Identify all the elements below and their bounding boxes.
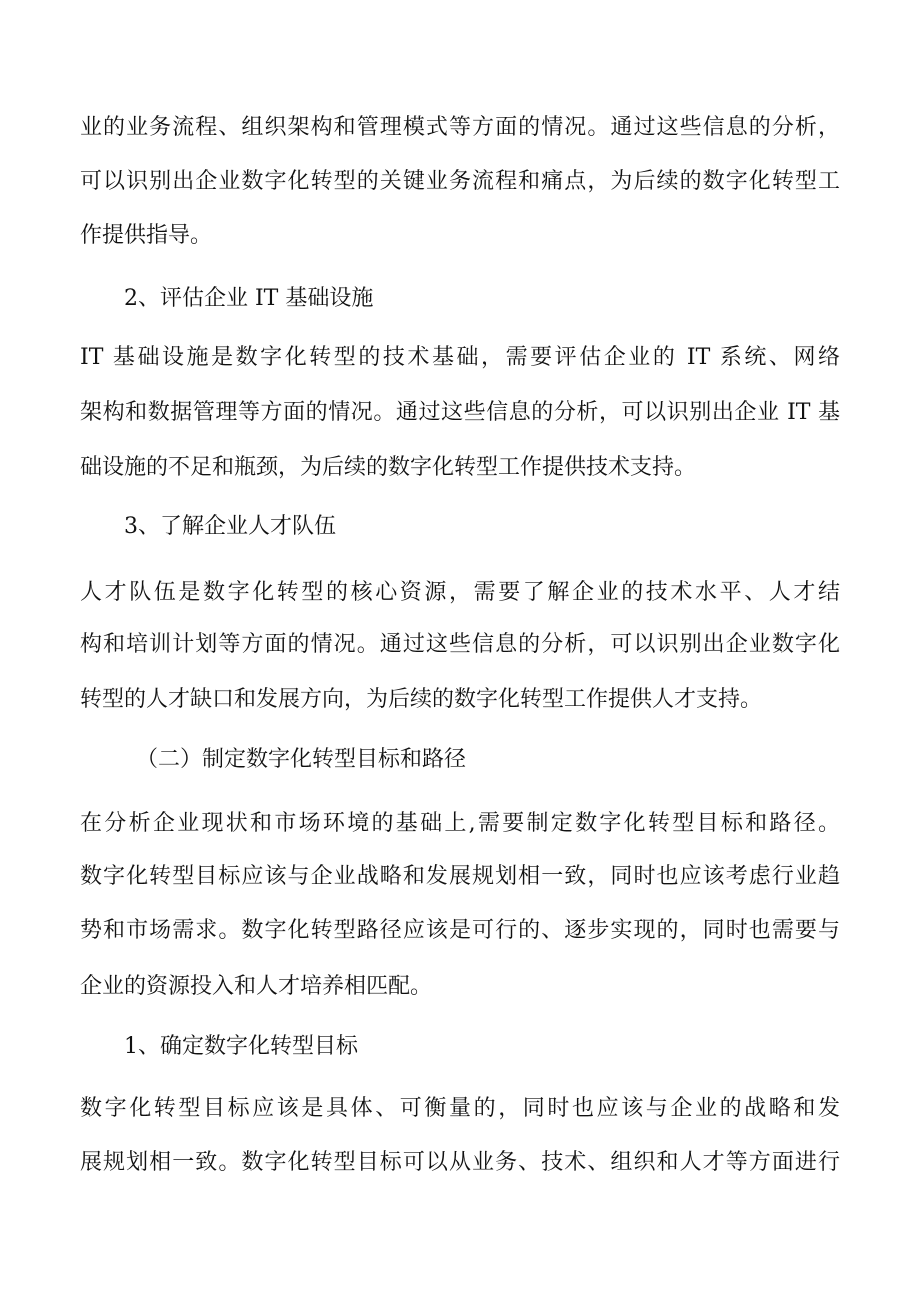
- paragraph-line: 数字化转型目标应该是具体、可衡量的，同时也应该与企业的战略和发: [80, 1096, 840, 1121]
- paragraph-line: 可以识别出企业数字化转型的关键业务流程和痛点，为后续的数字化转型工: [80, 169, 840, 194]
- paragraph-line: 础设施的不足和瓶颈，为后续的数字化转型工作提供技术支持。: [80, 455, 697, 480]
- paragraph-line: 业的业务流程、组织架构和管理模式等方面的情况。通过这些信息的分析，: [80, 115, 840, 140]
- paragraph-line: 构和培训计划等方面的情况。通过这些信息的分析，可以识别出企业数字化: [80, 632, 840, 657]
- paragraph-line: 展规划相一致。数字化转型目标可以从业务、技术、组织和人才等方面进行: [80, 1150, 840, 1175]
- paragraph-line: 转型的人才缺口和发展方向，为后续的数字化转型工作提供人才支持。: [80, 687, 763, 712]
- paragraph-line: 人才队伍是数字化转型的核心资源，需要了解企业的技术水平、人才结: [80, 580, 840, 605]
- section-heading: 2、评估企业 IT 基础设施: [124, 286, 374, 311]
- section-heading: （二）制定数字化转型目标和路径: [136, 747, 467, 772]
- paragraph-line: 作提供指导。: [80, 223, 213, 248]
- paragraph-line: 架构和数据管理等方面的情况。通过这些信息的分析，可以识别出企业 IT 基: [80, 400, 840, 425]
- paragraph-line: 势和市场需求。数字化转型路径应该是可行的、逐步实现的，同时也需要与: [80, 918, 840, 943]
- paragraph-line: 在分析企业现状和市场环境的基础上,需要制定数字化转型目标和路径。: [80, 811, 840, 836]
- section-heading: 3、了解企业人才队伍: [124, 514, 336, 539]
- paragraph-line: 数字化转型目标应该与企业战略和发展规划相一致，同时也应该考虑行业趋: [80, 864, 840, 889]
- paragraph-line: IT 基础设施是数字化转型的技术基础，需要评估企业的 IT 系统、网络: [80, 345, 840, 370]
- paragraph-line: 企业的资源投入和人才培养相匹配。: [80, 974, 433, 999]
- section-heading: 1、确定数字化转型目标: [124, 1034, 358, 1059]
